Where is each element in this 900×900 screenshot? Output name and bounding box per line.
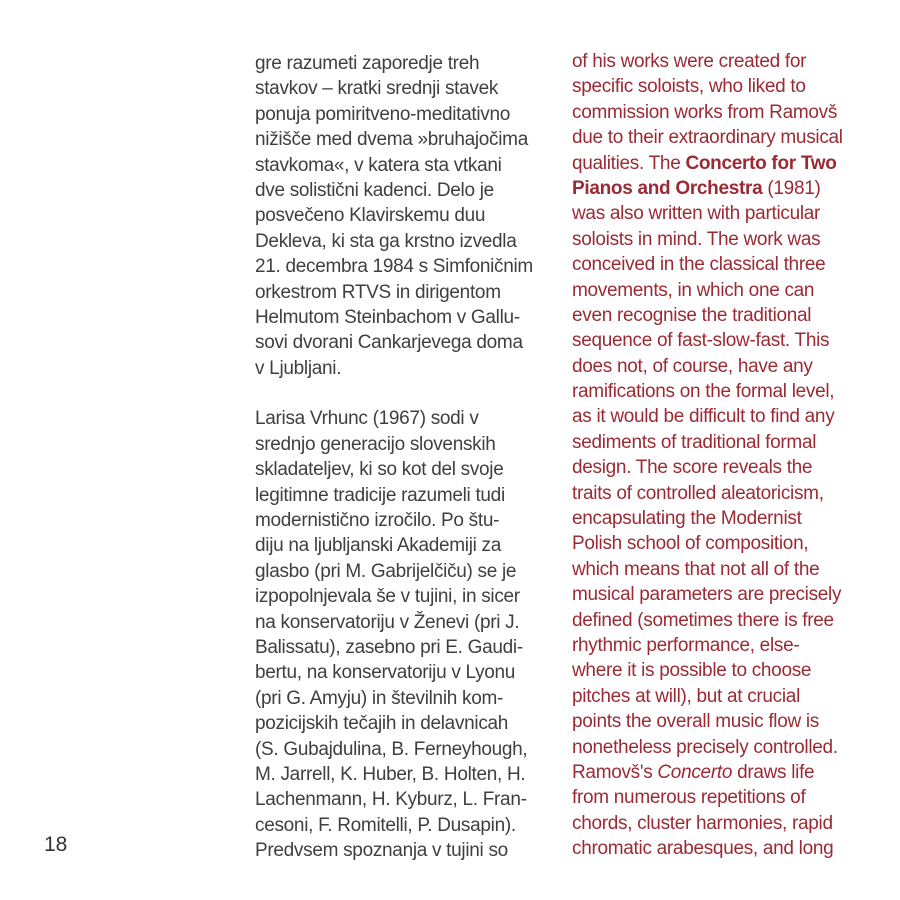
text-line: v Ljubljani. — [255, 357, 342, 379]
text-line: points the overall music flow is — [572, 711, 820, 733]
text-line: M. Jarrell, K. Huber, B. Holten, H. — [255, 763, 526, 785]
right-column — [572, 49, 843, 862]
text-line — [255, 381, 533, 406]
text-line: musical parameters are precisely — [572, 584, 842, 606]
text-line: nonetheless precisely controlled. — [572, 736, 838, 758]
text-line: encapsulating the Modernist — [572, 508, 802, 530]
text-line: Larisa Vrhunc (1967) sodi v — [255, 408, 479, 430]
text-line: Balissatu), zasebno pri E. Gaudi- — [255, 636, 523, 658]
text-line: pozicijskih tečajih in delavnicah — [255, 713, 509, 735]
text-line: 21. decembra 1984 s Simfoničnim — [255, 256, 533, 278]
text-line: srednjo generacijo slovenskih — [255, 433, 496, 455]
text-line: Polish school of composition, — [572, 533, 809, 555]
text-line: Predvsem spoznanja v tujini so — [255, 840, 508, 862]
text-line: sequence of fast-slow-fast. This — [572, 330, 830, 352]
text-line: even recognise the traditional — [572, 304, 812, 326]
text-line: chromatic arabesques, and long — [572, 838, 834, 860]
text-line: ramifications on the formal level, — [572, 381, 835, 403]
text-line: Ramovš's Concerto draws life — [572, 761, 815, 783]
text-line: specific soloists, who liked to — [572, 76, 806, 98]
text-line: dve solistični kadenci. Delo je — [255, 179, 494, 201]
text-line: chords, cluster harmonies, rapid — [572, 812, 833, 834]
text-line: commission works from Ramovš — [572, 101, 838, 123]
text-line: where it is possible to choose — [572, 660, 812, 682]
text-line: sediments of traditional formal — [572, 431, 817, 453]
text-line: which means that not all of the — [572, 558, 820, 580]
left-column — [255, 51, 533, 864]
text-line: soloists in mind. The work was — [572, 228, 821, 250]
text-line: na konservatoriju v Ženevi (pri J. — [255, 611, 520, 633]
text-line: Pianos and Orchestra (1981) — [572, 177, 821, 199]
text-line: gre razumeti zaporedje treh — [255, 53, 480, 74]
text-line: (S. Gubajdulina, B. Ferneyhough, — [255, 738, 528, 760]
text-line: pitches at will), but at crucial — [572, 685, 800, 707]
page-number: 18 — [44, 833, 68, 856]
text-line: stavkov – kratki srednji stavek — [255, 78, 499, 100]
text-line: sovi dvorani Cankarjevega doma — [255, 332, 523, 354]
text-line: (pri G. Amyju) in številnih kom- — [255, 687, 504, 709]
text-line: movements, in which one can — [572, 279, 815, 301]
text-line: posvečeno Klavirskemu duu — [255, 205, 486, 227]
text-line: glasbo (pri M. Gabrijelčiču) se je — [255, 560, 517, 582]
text-line: bertu, na konservatoriju v Lyonu — [255, 662, 516, 684]
text-line: design. The score reveals the — [572, 457, 813, 479]
text-line: modernistično izročilo. Po štu- — [255, 510, 500, 532]
text-line: cesoni, F. Romitelli, P. Dusapin). — [255, 814, 516, 836]
text-line: ponuja pomiritveno-meditativno — [255, 103, 511, 125]
text-line: nižišče med dvema »bruhajočima — [255, 129, 528, 151]
text-line: as it would be difficult to find any — [572, 406, 835, 428]
text-line: Dekleva, ki sta ga krstno izvedla — [255, 230, 517, 252]
text-line: from numerous repetitions of — [572, 787, 806, 809]
text-line: of his works were created for — [572, 51, 807, 72]
text-line: due to their extraordinary musical — [572, 127, 843, 149]
text-line: rhythmic performance, else- — [572, 634, 800, 656]
text-line: traits of controlled aleatoricism, — [572, 482, 824, 504]
text-line: qualities. The Concerto for Two — [572, 152, 837, 174]
text-line: does not, of course, have any — [572, 355, 813, 377]
text-line: legitimne tradicije razumeli tudi — [255, 484, 505, 506]
text-line: skladateljev, ki so kot del svoje — [255, 459, 504, 481]
text-line: Lachenmann, H. Kyburz, L. Fran- — [255, 789, 527, 811]
text-line: stavkoma«, v katera sta vtkani — [255, 154, 502, 176]
text-line: diju na ljubljanski Akademiji za — [255, 535, 501, 557]
text-line: defined (sometimes there is free — [572, 609, 834, 631]
text-line: was also written with particular — [572, 203, 821, 225]
text-line: orkestrom RTVS in dirigentom — [255, 281, 501, 303]
text-line: conceived in the classical three — [572, 254, 826, 276]
text-line: Helmutom Steinbachom v Gallu- — [255, 306, 520, 328]
text-line: izpopolnjevala še v tujini, in sicer — [255, 586, 520, 608]
